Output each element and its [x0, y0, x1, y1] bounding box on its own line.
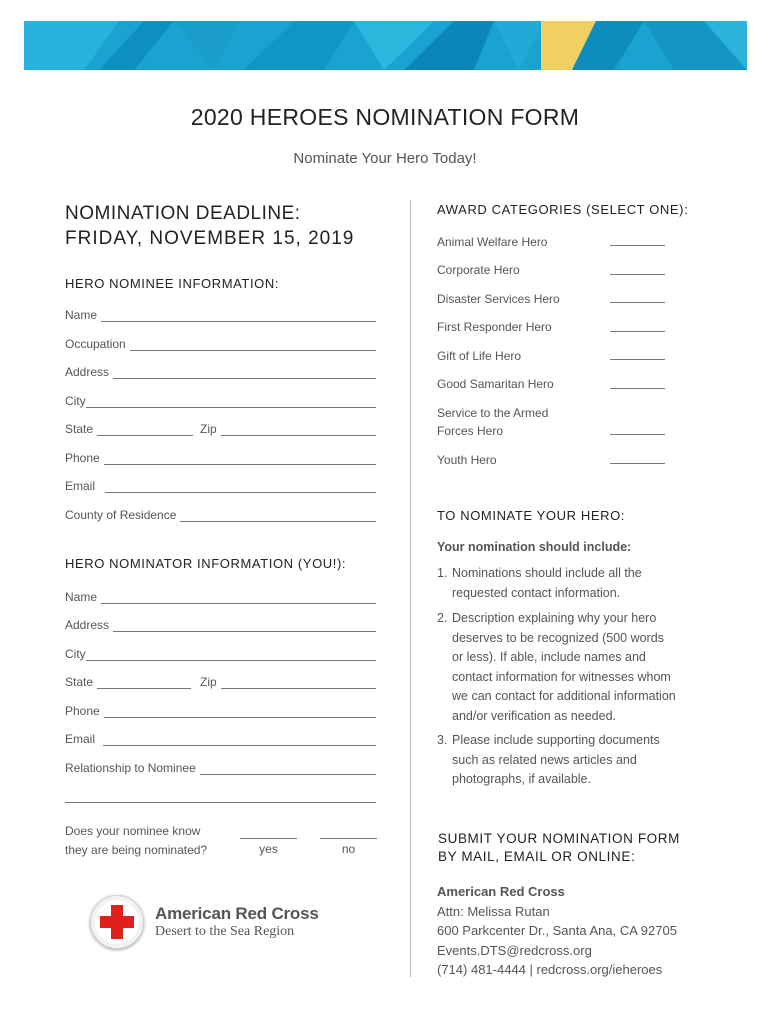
instruction-item-1 [437, 564, 642, 603]
item-text: requested contact information. [452, 585, 621, 600]
question-line-2: they are being nominated? [65, 843, 208, 857]
red-cross-logo [90, 895, 144, 949]
input-line[interactable] [113, 366, 376, 379]
nominee-address-field[interactable] [65, 363, 376, 379]
field-label: Zip [200, 422, 217, 436]
award-good-samaritan: Good Samaritan Hero [437, 377, 554, 391]
award-animal-welfare: Animal Welfare Hero [437, 235, 548, 249]
award-gift-of-life: Gift of Life Hero [437, 349, 522, 363]
award-youth: Youth Hero [437, 453, 497, 467]
input-line[interactable] [113, 619, 376, 632]
input-line[interactable] [103, 733, 376, 746]
item-text: Nominations should include all the [452, 566, 642, 580]
input-line[interactable] [180, 509, 376, 522]
nomination-deadline [65, 201, 354, 251]
instructions-subheading: Your nomination should include: [437, 540, 632, 554]
relationship-extra-line[interactable] [65, 802, 376, 803]
field-label: Name [65, 308, 98, 322]
input-line[interactable] [97, 676, 191, 689]
item-text: Description explaining why your hero [452, 611, 657, 625]
input-line[interactable] [221, 676, 376, 689]
instruction-item-2 [437, 609, 676, 726]
contact-phone-web[interactable]: (714) 481-4444 | redcross.org/ieheroes [437, 962, 663, 977]
nominator-state-field[interactable] [65, 673, 191, 689]
award-animal-welfare-select-line[interactable] [610, 245, 665, 246]
item-number: 3. [437, 733, 448, 747]
instructions-heading: TO NOMINATE YOUR HERO: [437, 508, 625, 523]
field-label: Name [65, 590, 98, 604]
nominee-zip-field[interactable] [200, 420, 376, 436]
item-text: photographs, if available. [452, 772, 591, 786]
field-label: Phone [65, 704, 100, 718]
nominee-email-field[interactable] [65, 477, 376, 493]
award-corporate: Corporate Hero [437, 263, 520, 277]
input-line[interactable] [104, 705, 376, 718]
award-disaster-services-select-line[interactable] [610, 302, 665, 303]
contact-email-link[interactable]: Events.DTS@redcross.org [437, 942, 592, 958]
nominator-city-field[interactable] [65, 645, 376, 661]
nominator-heading: HERO NOMINATOR INFORMATION (YOU!): [65, 556, 347, 571]
contact-org: American Red Cross [437, 884, 565, 899]
award-gift-of-life-select-line[interactable] [610, 359, 665, 360]
award-youth-select-line[interactable] [610, 463, 665, 464]
item-number: 2. [437, 611, 448, 625]
nominee-heading: HERO NOMINEE INFORMATION: [65, 276, 280, 291]
input-line[interactable] [104, 452, 376, 465]
field-label: State [65, 422, 94, 436]
contact-address: 600 Parkcenter Dr., Santa Ana, CA 92705 [437, 923, 677, 938]
award-disaster-services: Disaster Services Hero [437, 292, 560, 306]
contact-attn: Attn: Melissa Rutan [437, 903, 550, 919]
header-banner [24, 21, 747, 70]
award-armed-forces-select-line[interactable] [610, 434, 665, 435]
item-text: such as related news articles and [452, 752, 637, 767]
no-label: no [341, 842, 356, 856]
nominator-relationship-field[interactable] [65, 759, 376, 775]
yes-answer-line[interactable] [240, 838, 297, 839]
field-label: Address [65, 365, 110, 379]
input-line[interactable] [200, 762, 376, 775]
item-text: deserves to be recognized (500 words [452, 630, 664, 645]
field-label: Email [65, 479, 96, 493]
input-line[interactable] [97, 423, 193, 436]
instruction-item-3 [437, 731, 660, 790]
field-label: City [65, 647, 86, 661]
submit-contact-block [437, 882, 677, 980]
nominee-name-field[interactable] [65, 306, 376, 322]
logo-region: Desert to the Sea Region [155, 924, 295, 939]
page-title: 2020 HEROES NOMINATION FORM [190, 104, 580, 130]
question-line-1: Does your nominee know [65, 824, 201, 838]
field-label: Email [65, 732, 96, 746]
item-text: or less). If able, include names and [452, 650, 646, 664]
submit-heading-line-1: SUBMIT YOUR NOMINATION FORM [438, 831, 680, 846]
input-line[interactable] [130, 338, 376, 351]
column-divider [410, 200, 411, 977]
item-text: and/or verification as needed. [452, 708, 616, 723]
yes-label: yes [259, 842, 278, 856]
field-label: City [65, 394, 86, 408]
red-cross-icon [91, 896, 143, 948]
nominator-email-field[interactable] [65, 730, 376, 746]
input-line[interactable] [86, 395, 376, 408]
field-label: Phone [65, 451, 100, 465]
field-label: Zip [200, 675, 217, 689]
item-number: 1. [437, 566, 448, 580]
input-line[interactable] [105, 480, 376, 493]
banner-graphic [24, 21, 747, 70]
award-armed-forces-line1: Service to the Armed [437, 406, 549, 420]
award-armed-forces-line2: Forces Hero [437, 424, 504, 438]
nominee-occupation-field[interactable] [65, 335, 376, 351]
deadline-date: FRIDAY, NOVEMBER 15, 2019 [65, 228, 355, 249]
nominee-state-field[interactable] [65, 420, 193, 436]
nominee-county-field[interactable] [65, 506, 376, 522]
nominator-zip-field[interactable] [200, 673, 376, 689]
field-label: Address [65, 618, 110, 632]
submit-heading [438, 830, 680, 866]
award-categories-heading: AWARD CATEGORIES (SELECT ONE): [437, 202, 689, 217]
award-first-responder: First Responder Hero [437, 320, 552, 334]
input-line[interactable] [101, 309, 376, 322]
submit-heading-line-2: BY MAIL, EMAIL OR ONLINE: [438, 849, 636, 864]
nominee-phone-field[interactable] [65, 449, 376, 465]
award-corporate-select-line[interactable] [610, 274, 665, 275]
field-label: State [65, 675, 94, 689]
deadline-label: NOMINATION DEADLINE: [65, 203, 301, 224]
award-good-samaritan-select-line[interactable] [610, 388, 665, 389]
item-text: contact information for witnesses whom [452, 669, 671, 684]
item-text: Please include supporting documents [452, 733, 660, 747]
awareness-question [65, 822, 207, 860]
input-line[interactable] [221, 423, 376, 436]
field-label: Occupation [65, 337, 126, 351]
nominator-address-field[interactable] [65, 616, 376, 632]
nominee-city-field[interactable] [65, 392, 376, 408]
field-label: Relationship to Nominee [65, 761, 196, 775]
field-label: County of Residence [65, 508, 177, 522]
item-text: we can contact for additional information [452, 689, 676, 703]
nominator-phone-field[interactable] [65, 702, 376, 718]
award-first-responder-select-line[interactable] [610, 331, 665, 332]
nominator-name-field[interactable] [65, 588, 376, 604]
input-line[interactable] [101, 591, 376, 604]
input-line[interactable] [86, 648, 376, 661]
logo-org-name: American Red Cross [155, 904, 319, 923]
page-subtitle: Nominate Your Hero Today! [293, 150, 477, 167]
no-answer-line[interactable] [320, 838, 377, 839]
